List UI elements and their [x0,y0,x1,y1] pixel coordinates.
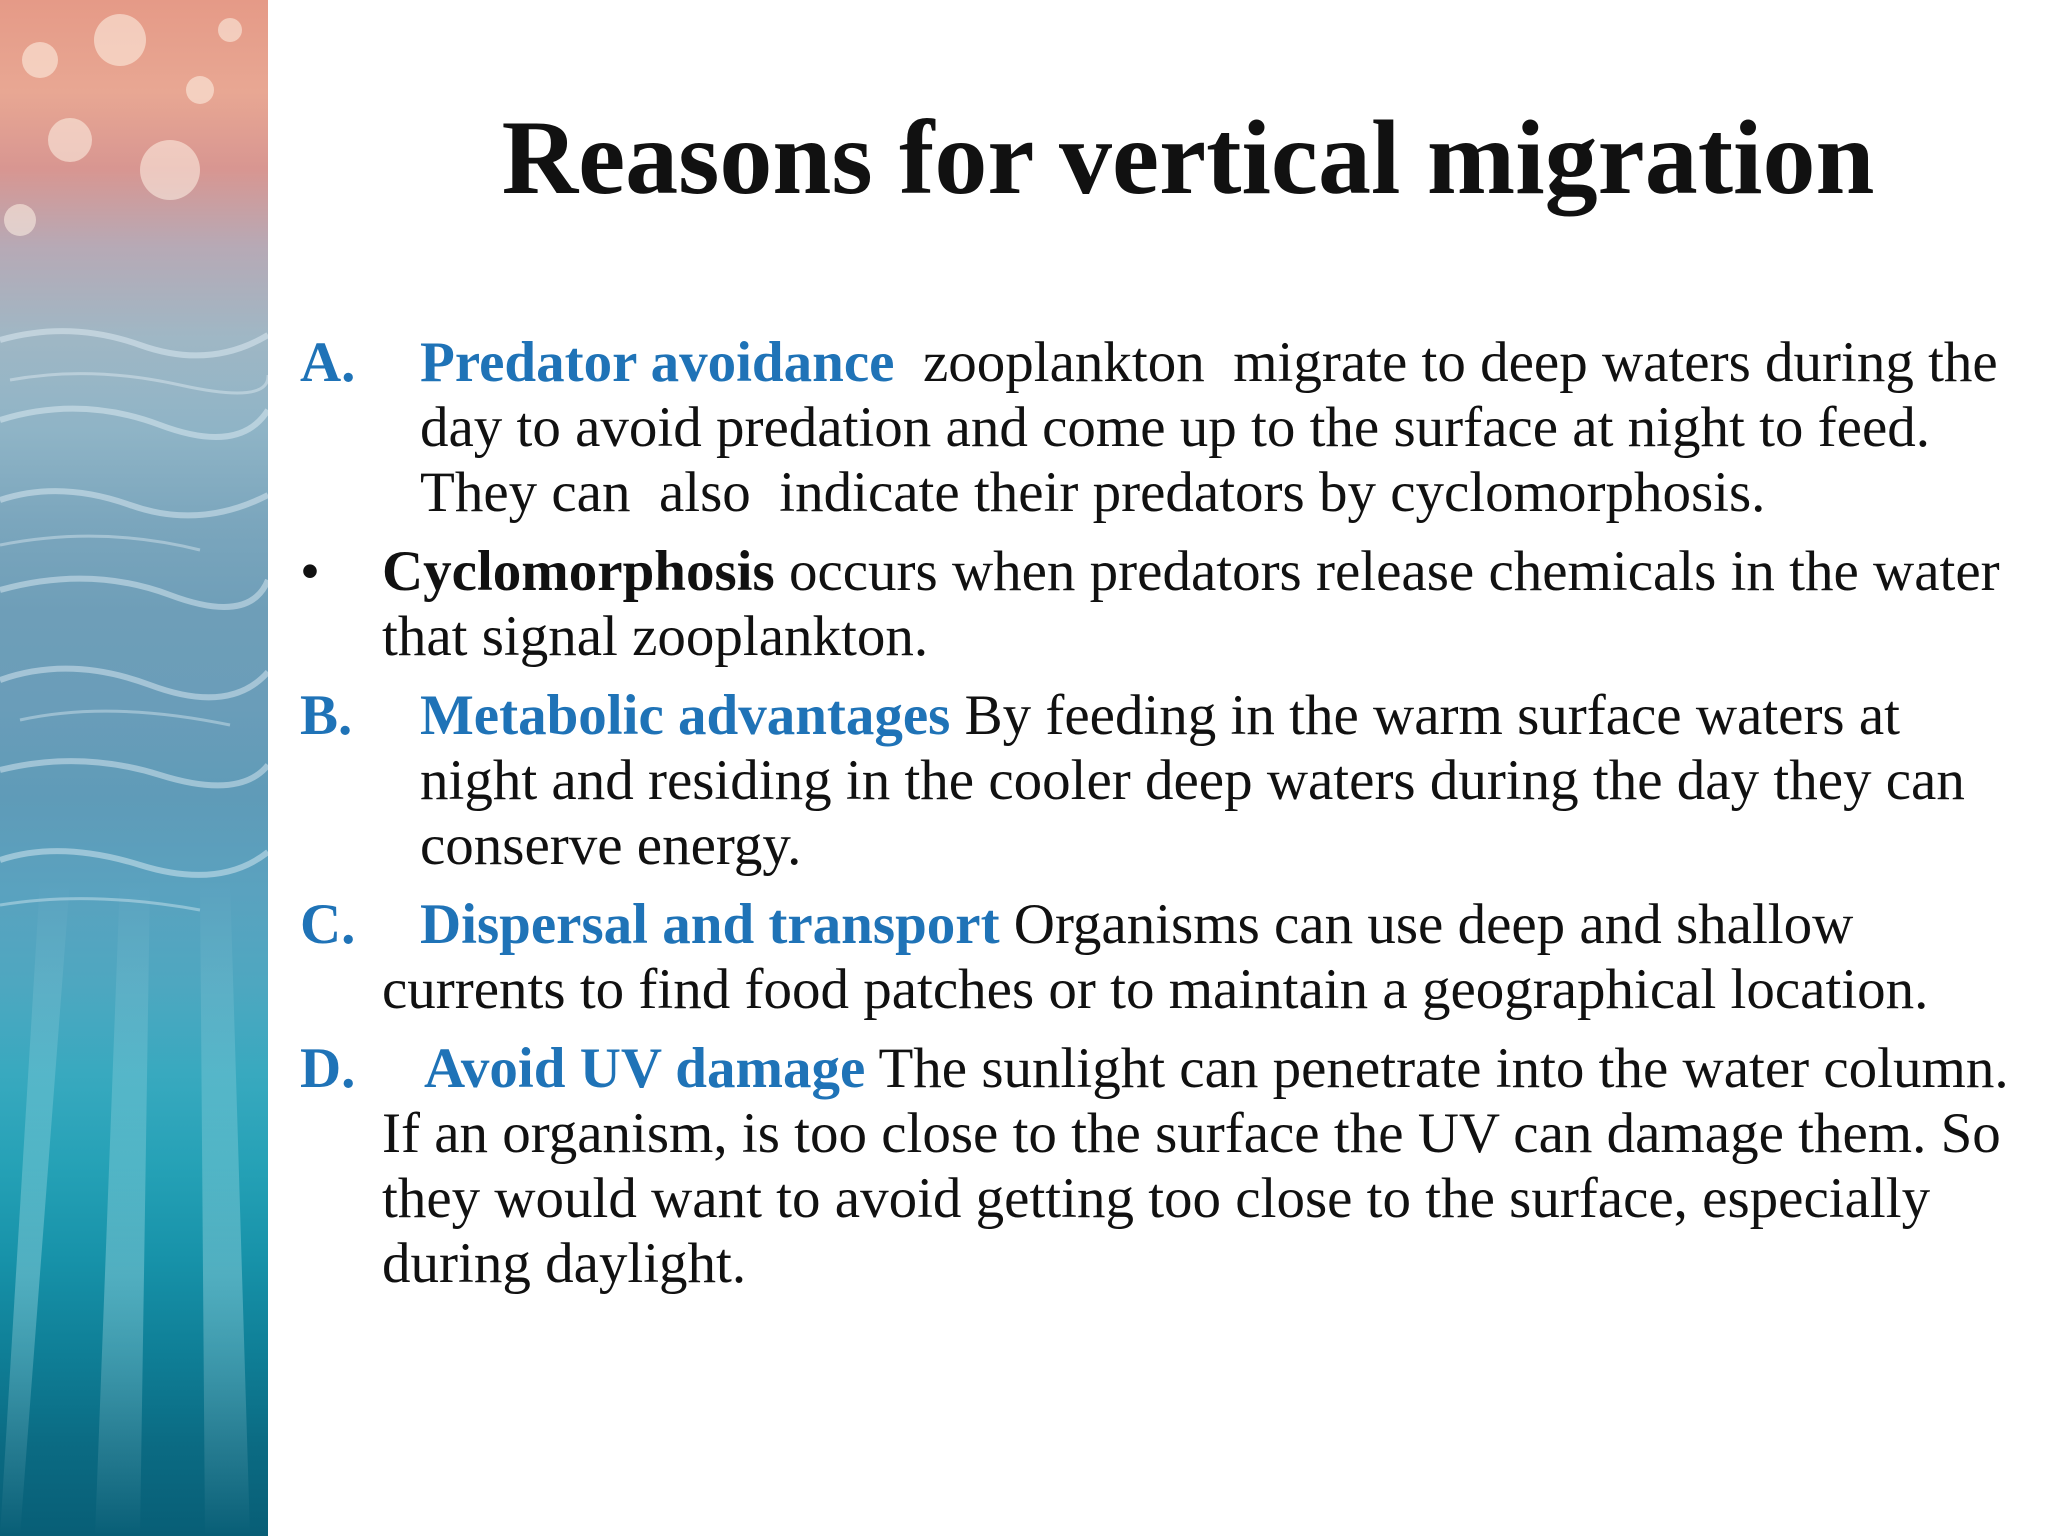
water-texture-icon [0,0,268,1536]
item-heading: Predator avoidance [420,331,895,394]
list-item-metabolic-advantages [300,683,2020,878]
page-title: Reasons for vertical migration [501,99,1875,216]
item-body: The sunlight can penetrate into the water column. If an organism, is too close to the surface the UV can damage them. So they would want to avoid getting too close to the surface, especially during daylight. [382,1037,2009,1295]
item-heading: Avoid UV damage [424,1037,866,1100]
ocean-water-image [0,0,268,1536]
item-heading: Cyclomorphosis [382,540,775,603]
item-body: By feeding in the warm surface waters at night and residing in the cooler deep waters during the day they can conserve energy. [420,684,1965,877]
bullet-marker: • [300,540,320,603]
item-marker: D. [300,1037,356,1100]
list-item-avoid-uv-damage [300,1036,2020,1296]
item-marker: C. [300,893,356,956]
item-body: Organisms can use deep and shallow currents to find food patches or to maintain a geographical location. [382,893,1929,1021]
item-heading: Dispersal and transport [420,893,1000,956]
item-body: occurs when predators release chemicals in the water that signal zooplankton. [382,540,2000,668]
slide-content [300,330,2020,1310]
item-marker: A. [300,331,356,394]
list-item-predator-avoidance [300,330,2020,525]
item-heading: Metabolic advantages [420,684,951,747]
item-marker: B. [300,684,353,747]
list-item-dispersal-and-transport [300,892,2020,1022]
list-item-cyclomorphosis [300,539,2020,669]
item-body: zooplankton migrate to deep waters during the day to avoid predation and come up to the surface at night to feed. They can also indicate their predators by cyclomorphosis. [420,331,2012,524]
